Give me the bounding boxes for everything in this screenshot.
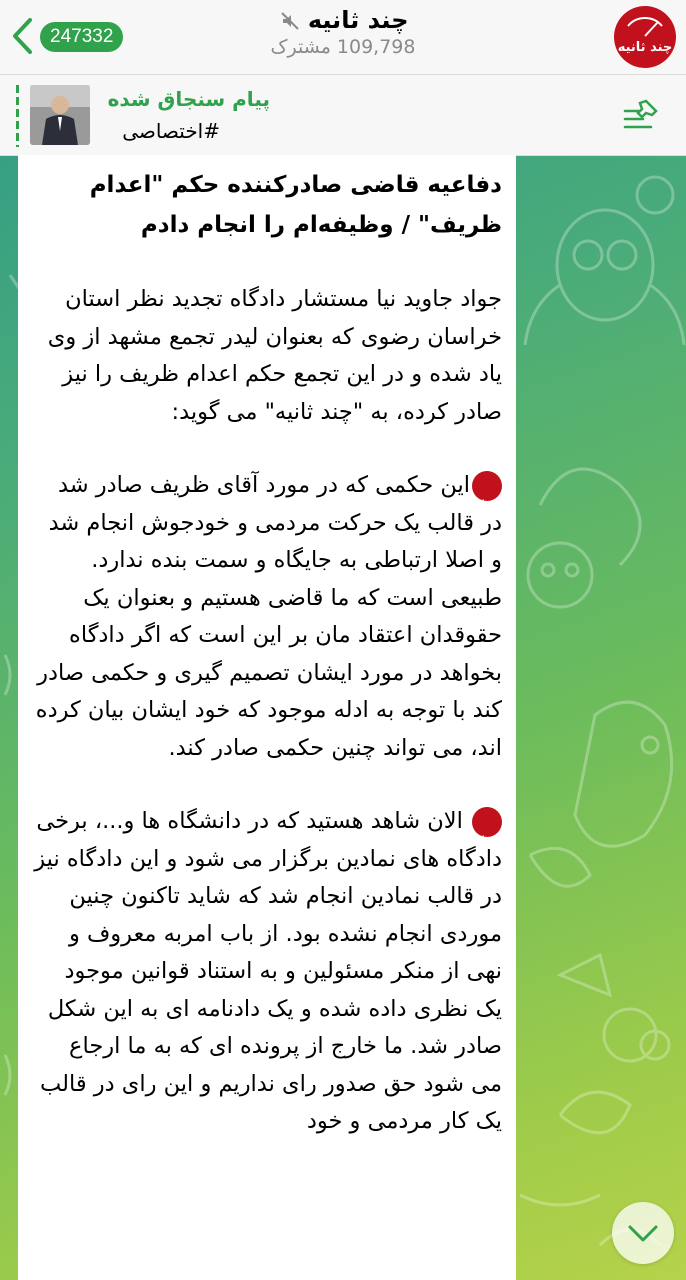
channel-title-row bbox=[180, 6, 506, 34]
message-title: دفاعیه قاضی صادرکننده حکم "اعدام ظریف" / وظیفه‌ام را انجام دادم bbox=[89, 172, 502, 238]
pinned-thumbnail bbox=[30, 85, 90, 145]
subscriber-count: 109,798 مشترک bbox=[270, 36, 416, 58]
channel-logo-icon: چند ثانیه bbox=[472, 807, 502, 837]
scroll-to-bottom-button[interactable] bbox=[612, 1202, 674, 1264]
chat-header bbox=[0, 0, 686, 75]
back-chevron-icon[interactable] bbox=[10, 16, 34, 56]
pin-list-icon[interactable] bbox=[622, 97, 662, 133]
pinned-indicator bbox=[16, 85, 19, 147]
chevron-down-icon bbox=[612, 1202, 674, 1264]
unread-count-badge[interactable]: 247332 bbox=[40, 22, 123, 52]
message-intro: جواد جاوید نیا مستشار دادگاه تجدید نظر استان خراسان رضوی که بعنوان لیدر تجمع مشهد از وی یاد شده و در این تجمع حکم اعدام ظریف را نیز صادر کرده، به "چند ثانیه" می گوید: bbox=[47, 286, 502, 425]
message-paragraph bbox=[32, 467, 502, 767]
stopwatch-icon bbox=[614, 6, 676, 68]
channel-logo-icon: چند ثانیه bbox=[472, 471, 502, 501]
message-body bbox=[32, 165, 502, 1141]
paragraph-text: الان شاهد هستید که در دانشگاه ها و...، برخی دادگاه های نمادین برگزار می شود و این دادگاه نیز در قالب نمادین انجام شد که شاید تاکنون چنین موردی انجام نشده بود. از باب امربه معروف و نهی از منکر مسئولین و به استناد قوانین موجود یک نظری داده شده و یک دادنامه ای به این شکل صادر شد. ما خارج از پرونده ای که به ما ارجاع می شود حق صدور رای نداریم و این رای در قالب یک کار مردمی و خود bbox=[34, 808, 502, 1134]
message-bubble[interactable] bbox=[18, 155, 516, 1280]
channel-avatar[interactable] bbox=[614, 6, 676, 68]
mute-icon bbox=[281, 12, 299, 30]
pinned-message-bar[interactable] bbox=[0, 75, 686, 156]
message-paragraph bbox=[32, 803, 502, 1141]
channel-info[interactable] bbox=[180, 6, 506, 58]
avatar-label: چند ثانیه bbox=[617, 40, 673, 55]
pinned-text: #اختصاصی bbox=[122, 119, 220, 143]
channel-title: چند ثانیه bbox=[307, 6, 409, 34]
pinned-title: پیام سنجاق شده bbox=[107, 87, 270, 111]
paragraph-text: این حکمی که در مورد آقای ظریف صادر شد در قالب یک حرکت مردمی و خودجوش انجام شد و اصلا ارتباطی به جایگاه و سمت بنده ندارد. طبیعی است که ما قاضی هستیم و بعنوان یک حقوقدان اعتقاد مان بر این است که اگر دادگاه بخواهد در مورد ایشان تصمیم گیری و حکمی صادر کند با توجه به ادله موجود که خود ایشان بیان کرده اند، می تواند چنین حکمی صادر کند. bbox=[35, 472, 502, 761]
